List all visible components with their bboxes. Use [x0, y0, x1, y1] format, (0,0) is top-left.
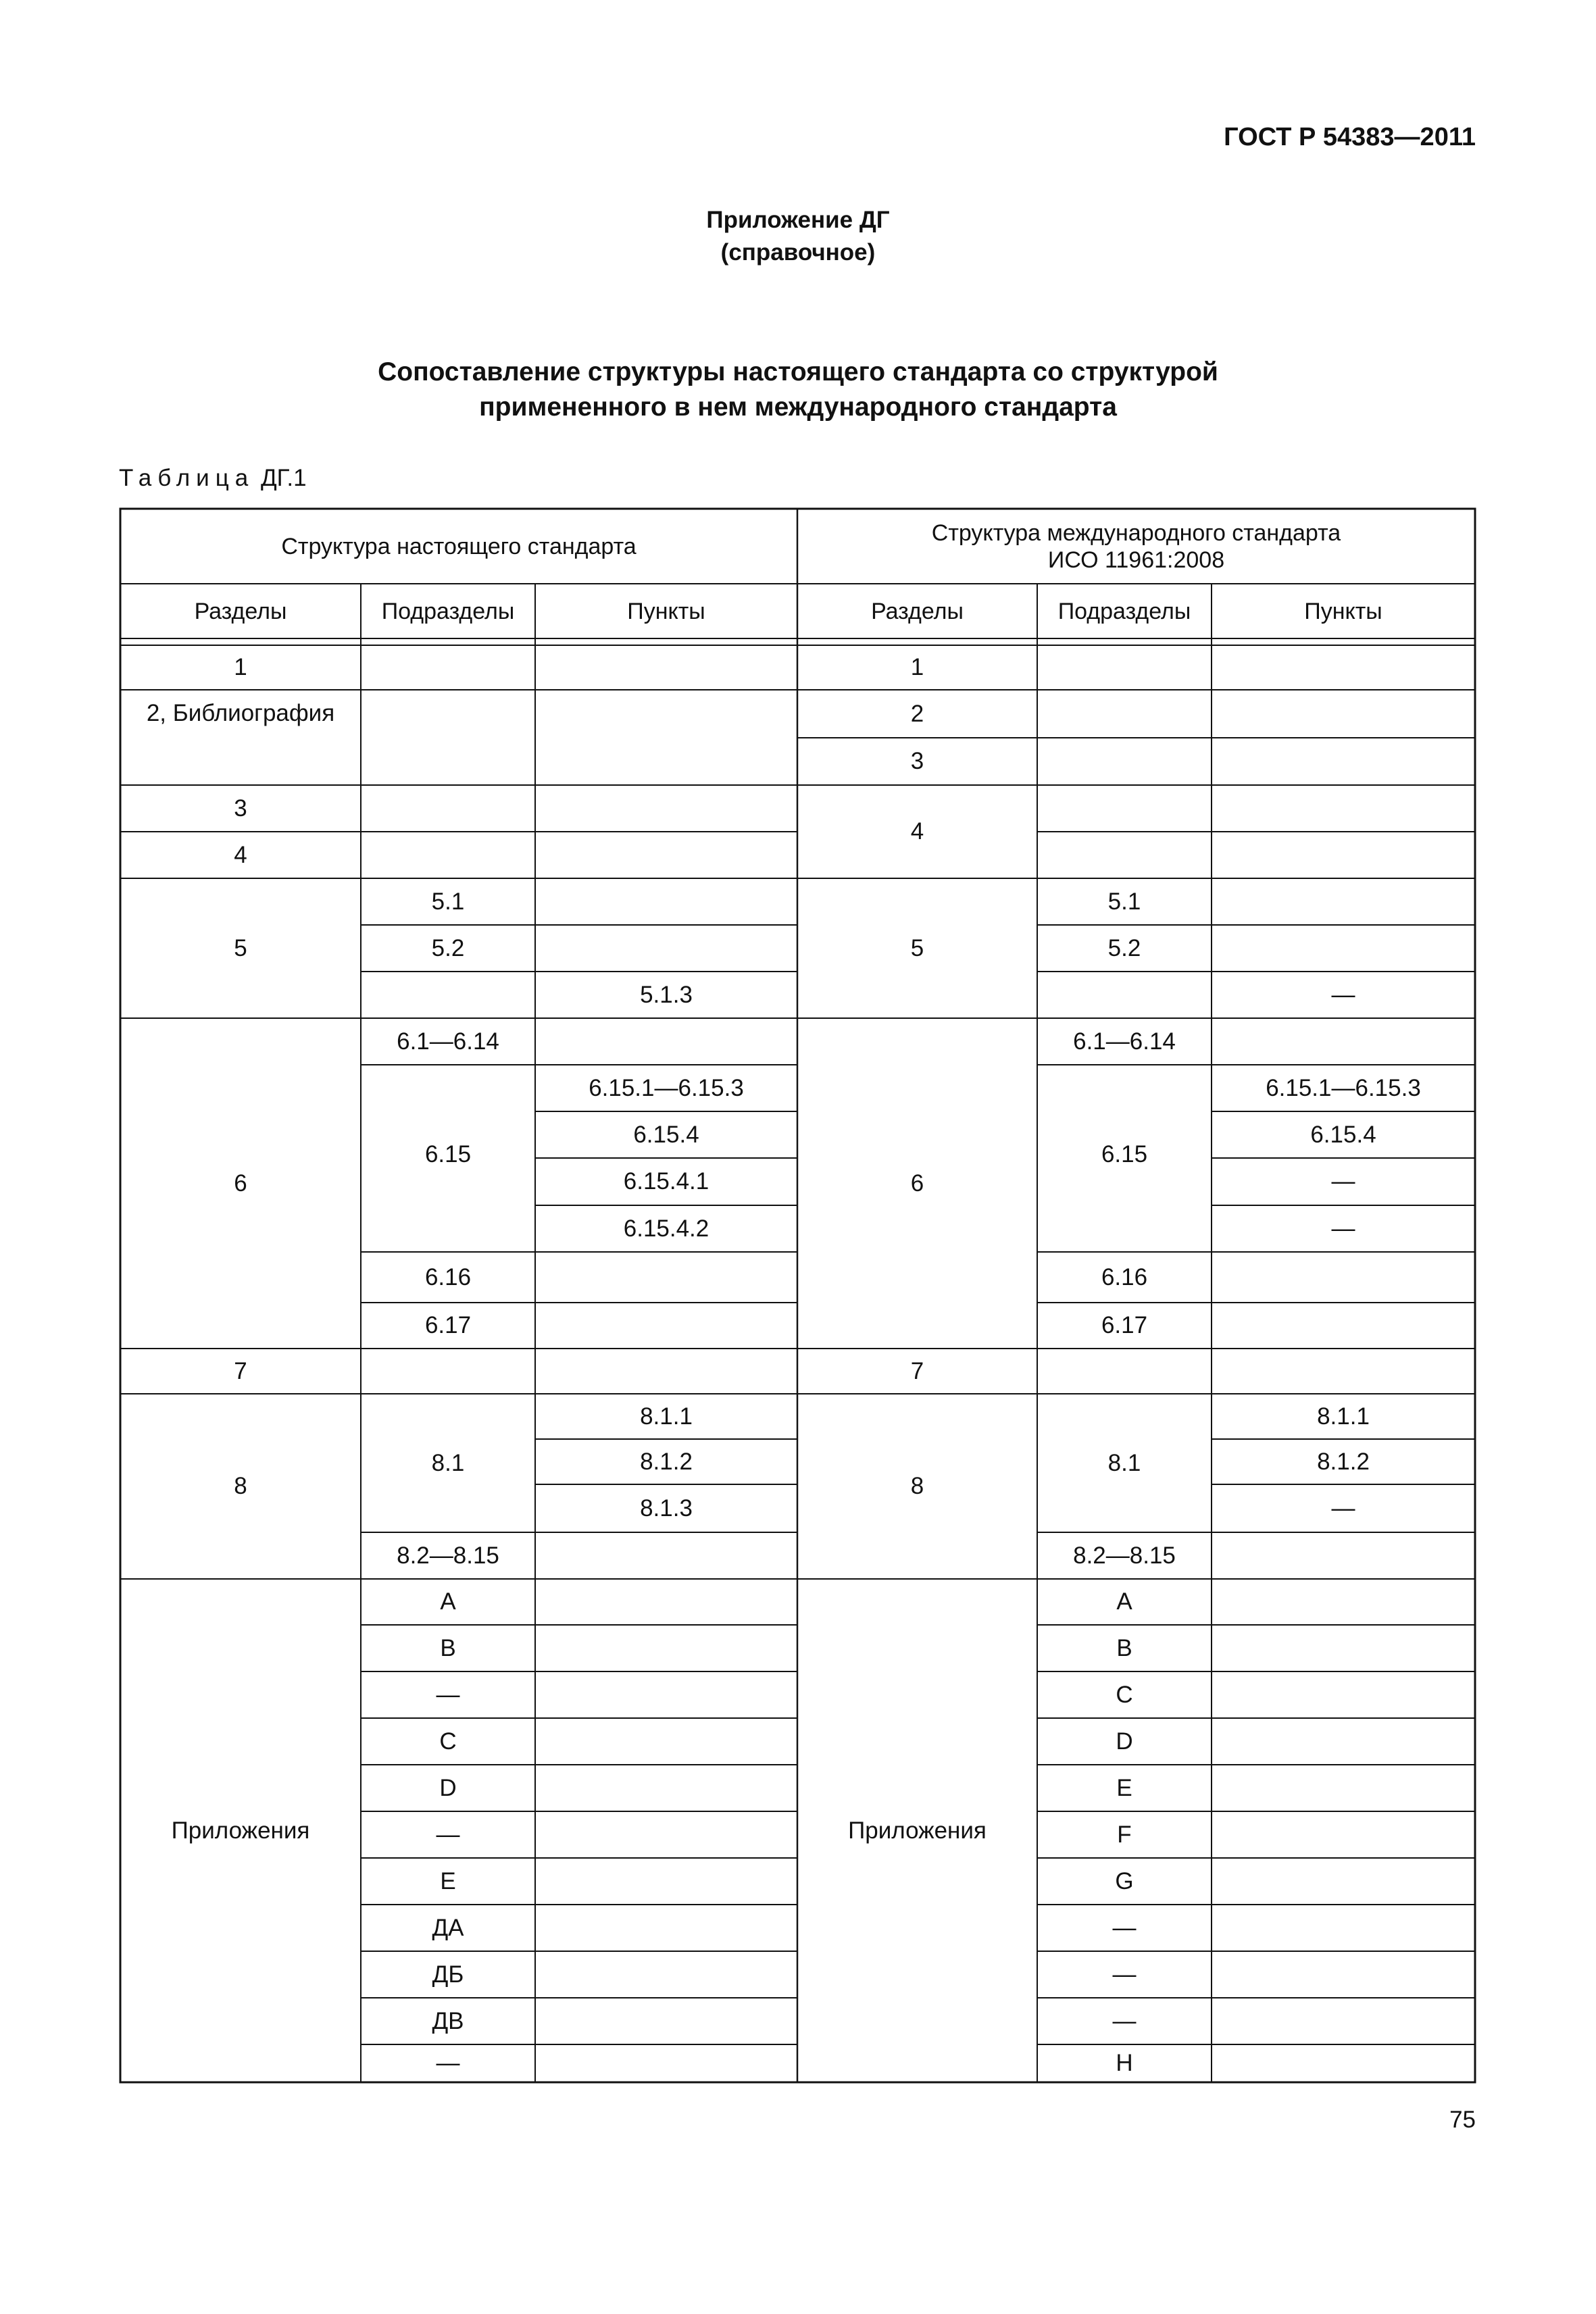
table-cell: 6.17	[1101, 1312, 1148, 1338]
table-cell: 6.15	[1101, 1140, 1148, 1167]
table-cell: 4	[234, 841, 247, 868]
main-title-line2: примененного в нем международного стандарта	[479, 393, 1117, 422]
col-header-subsections-right: Подразделы	[1057, 598, 1191, 624]
table-cell: A	[1116, 1588, 1132, 1615]
table-cell: 5.1	[1107, 888, 1141, 915]
table-cell: 5.2	[1107, 934, 1141, 961]
table-cell: C	[1116, 1681, 1133, 1708]
header-right-line1: Структура международного стандарта	[931, 520, 1341, 546]
table-cell: —	[1112, 1914, 1137, 1941]
table-cell: G	[1115, 1867, 1134, 1894]
table-cell: 8.1.3	[640, 1494, 693, 1521]
appendix-title: Приложение ДГ	[706, 207, 890, 233]
table-cell: 8	[234, 1473, 247, 1499]
col-header-sections-right: Разделы	[871, 598, 964, 624]
table-cell: —	[1331, 1168, 1355, 1194]
table-cell: 8.2—8.15	[397, 1542, 499, 1569]
table-cell: 5.1.3	[640, 981, 693, 1008]
col-header-items-left: Пункты	[627, 598, 705, 624]
table-cell: 8.2—8.15	[1073, 1542, 1176, 1569]
table-cell: Приложения	[171, 1817, 310, 1844]
table-caption-word: Таблица	[119, 465, 255, 491]
table-cell: —	[1331, 1494, 1355, 1521]
table-cell: 1	[234, 654, 247, 680]
table-cell: 4	[910, 818, 924, 845]
main-title-line1: Сопоставление структуры настоящего стандарта со структурой	[378, 357, 1218, 386]
table-cell: 8.1	[1107, 1449, 1141, 1476]
table-cell: 6.15.1—6.15.3	[589, 1074, 744, 1101]
table-cell: 1	[910, 654, 924, 680]
table-cell: 5.2	[431, 934, 465, 961]
table-cell: 8	[910, 1473, 924, 1499]
table-cell: —	[436, 2050, 460, 2076]
table-cell: H	[1116, 2050, 1133, 2076]
table-cell: 2, Библиография	[146, 700, 335, 726]
table-cell: 5	[910, 934, 924, 961]
table-cell: 5	[234, 934, 247, 961]
table-cell: —	[1112, 1961, 1137, 1988]
table-cell: 8.1.1	[1317, 1403, 1370, 1430]
table-cell: 6.1—6.14	[1073, 1028, 1176, 1055]
table-cell: 6.15.4.1	[623, 1168, 709, 1194]
table-cell: Приложения	[848, 1817, 987, 1844]
table-cell: B	[1116, 1634, 1132, 1661]
table-cell: —	[436, 1821, 460, 1848]
table-cell: 6.1—6.14	[397, 1028, 499, 1055]
table-cell: 5.1	[431, 888, 465, 915]
col-header-items-right: Пункты	[1304, 598, 1382, 624]
table-cell: Е	[440, 1867, 456, 1894]
table-cell: —	[1331, 1215, 1355, 1242]
table-cell: 6.15.4	[633, 1121, 699, 1148]
table-cell: F	[1117, 1821, 1132, 1848]
table-cell: 7	[234, 1357, 247, 1384]
table-cell: 8.1.2	[1317, 1448, 1370, 1475]
table-cell: 6.16	[1101, 1263, 1148, 1290]
page-number: 75	[1449, 2107, 1476, 2133]
appendix-subtitle: (справочное)	[720, 239, 876, 266]
table-cell: С	[439, 1728, 457, 1755]
table-cell: 6.16	[424, 1263, 472, 1290]
table-cell: В	[440, 1634, 456, 1661]
table-cell: 7	[910, 1357, 924, 1384]
header-left-group: Структура настоящего стандарта	[281, 533, 637, 559]
table-cell: 8.1	[431, 1449, 465, 1476]
table-cell: ДА	[432, 1914, 464, 1941]
table-cell: 6.15.4.2	[623, 1215, 709, 1242]
table-cell: 6	[234, 1169, 247, 1197]
table-cell: —	[436, 1681, 460, 1708]
table-cell: —	[1112, 2007, 1137, 2034]
table-cell: 3	[910, 748, 924, 774]
table-cell: 8.1.2	[640, 1448, 693, 1475]
table-cell: D	[1116, 1728, 1133, 1755]
table-cell: 6.15.4	[1310, 1121, 1376, 1148]
table-cell: 6.15.1—6.15.3	[1266, 1074, 1421, 1101]
table-cell: ДБ	[432, 1961, 464, 1988]
table-cell: 6.17	[424, 1312, 472, 1338]
table-cell: 2	[910, 700, 924, 727]
col-header-sections-left: Разделы	[194, 598, 287, 624]
table-caption-number: ДГ.1	[260, 465, 307, 491]
table-cell: А	[440, 1588, 456, 1615]
table-cell: 3	[234, 795, 247, 822]
document-code: ГОСТ Р 54383—2011	[1224, 123, 1476, 151]
header-right-group	[797, 509, 1475, 584]
header-right-line2: ИСО 11961:2008	[1047, 547, 1225, 573]
table-cell: E	[1116, 1774, 1132, 1801]
table-cell: —	[1331, 981, 1355, 1008]
table-cell: 8.1.1	[640, 1403, 693, 1430]
table-cell: ДВ	[432, 2007, 464, 2034]
col-header-subsections-left: Подразделы	[381, 598, 515, 624]
table-cell: 6.15	[424, 1140, 472, 1167]
table-cell: 6	[910, 1169, 924, 1197]
table-cell: D	[439, 1774, 457, 1801]
